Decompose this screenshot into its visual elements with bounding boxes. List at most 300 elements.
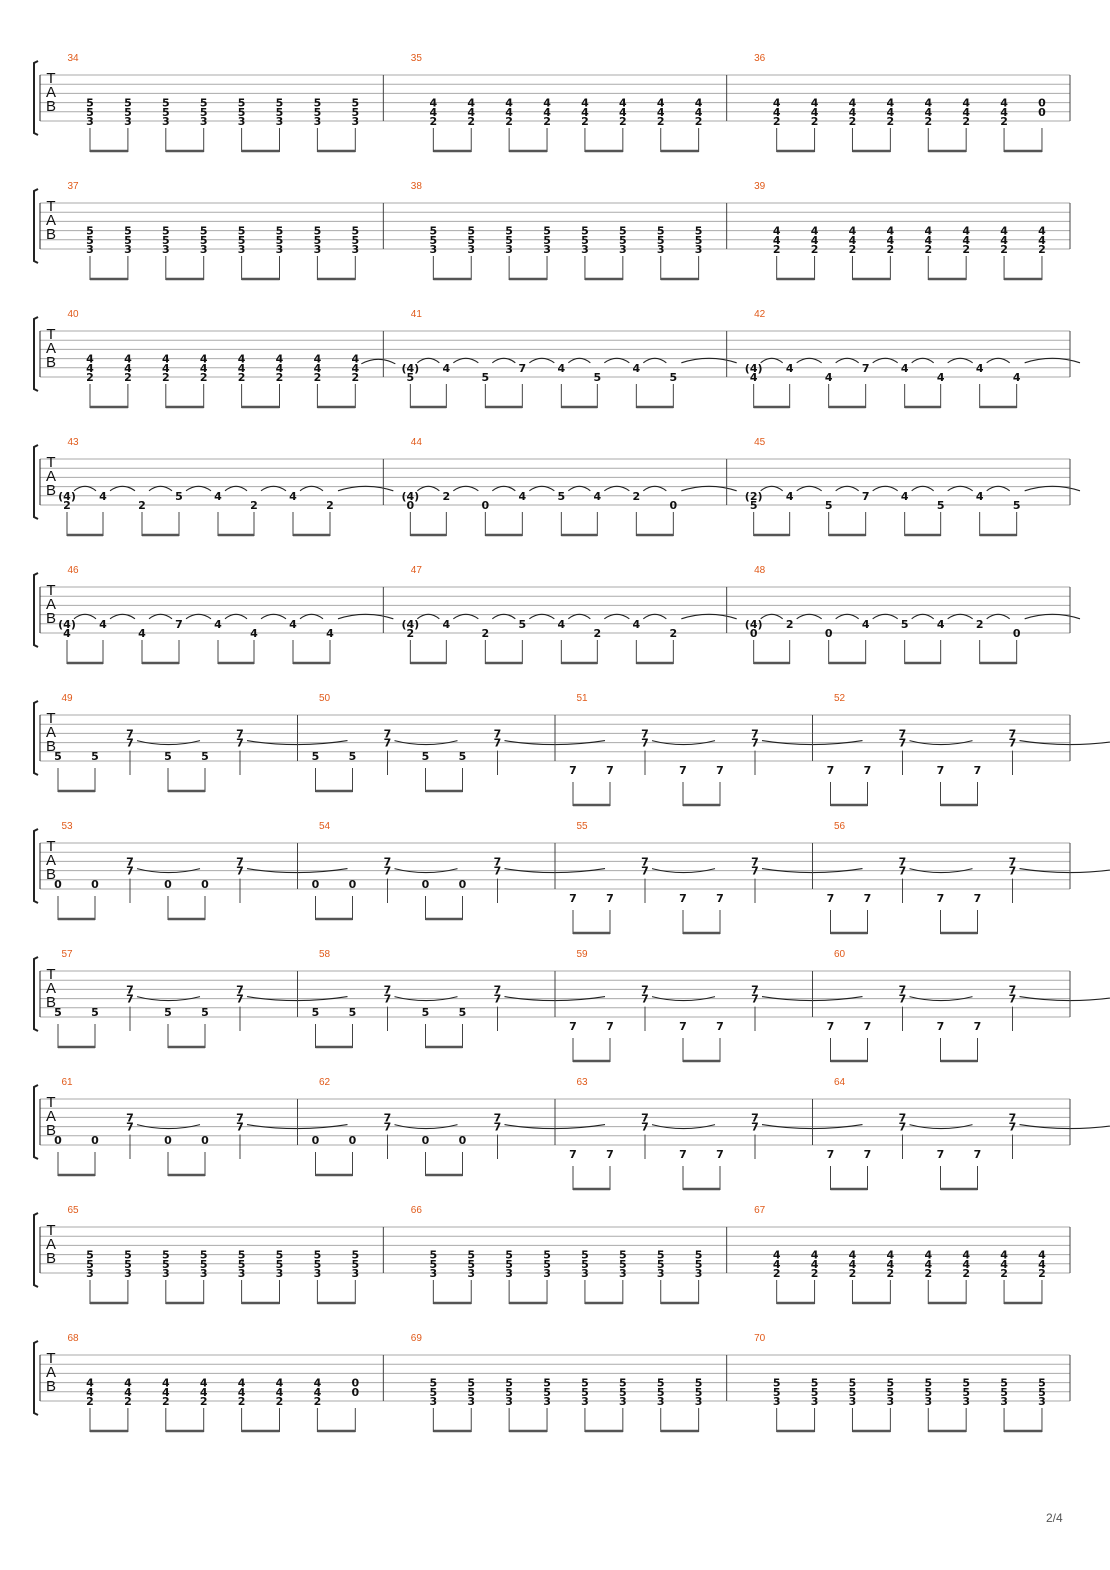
measure-number: 42 xyxy=(754,309,766,320)
fret-number: 7 xyxy=(973,764,982,777)
fret-number: 5 xyxy=(505,1376,513,1390)
fret-number: 7 xyxy=(716,1148,724,1161)
fret-number: 0 xyxy=(458,1134,467,1147)
measure-number: 58 xyxy=(318,949,331,960)
measure-number: 62 xyxy=(318,1077,331,1088)
fret-number: 3 xyxy=(543,1395,551,1408)
fret-number: 2 xyxy=(1038,1267,1046,1280)
fret-number: 5 xyxy=(772,1376,781,1390)
tab-clef-letter: A xyxy=(45,1108,57,1125)
fret-number: 7 xyxy=(898,1111,907,1125)
fret-number: 2 xyxy=(313,1395,322,1408)
measure-number: 38 xyxy=(410,181,422,192)
fret-number: 7 xyxy=(898,1120,907,1134)
fret-number: 5 xyxy=(467,1376,476,1390)
fret-number: (4) xyxy=(58,489,76,503)
fret-number: 4 xyxy=(214,617,222,631)
tab-clef-letter: B xyxy=(45,354,57,371)
fret-number: 5 xyxy=(237,96,246,110)
fret-number: 4 xyxy=(237,1376,246,1390)
tab-clef-letter: T xyxy=(46,1094,56,1111)
fret-number: 7 xyxy=(175,617,183,631)
fret-number: 2 xyxy=(138,499,146,512)
fret-number: 4 xyxy=(161,1376,170,1390)
tab-clef-letter: T xyxy=(46,966,56,983)
fret-number: 5 xyxy=(86,233,94,247)
fret-number: 5 xyxy=(694,233,703,247)
fret-number: 0 xyxy=(348,1134,357,1147)
fret-number: 5 xyxy=(694,1376,703,1390)
fret-number: 7 xyxy=(493,992,502,1006)
fret-number: 5 xyxy=(505,1385,513,1399)
measure-number: 65 xyxy=(67,1205,79,1216)
fret-number: 5 xyxy=(91,1006,99,1019)
fret-number: 0 xyxy=(91,1134,99,1147)
fret-number: 5 xyxy=(518,617,527,631)
tab-clef-letter: A xyxy=(45,340,57,357)
fret-number: 3 xyxy=(581,1395,589,1408)
fret-number: 5 xyxy=(275,233,284,247)
fret-number: 5 xyxy=(505,1257,513,1271)
fret-number: 4 xyxy=(962,105,970,119)
fret-number: 4 xyxy=(619,96,627,110)
tab-clef-letter: B xyxy=(45,610,57,627)
fret-number: 5 xyxy=(656,1257,665,1271)
fret-number: 4 xyxy=(749,371,758,384)
fret-number: 3 xyxy=(237,243,246,256)
tab-clef-letter: T xyxy=(46,1350,56,1367)
fret-number: 5 xyxy=(313,96,322,110)
fret-number: 2 xyxy=(848,1267,857,1280)
fret-number: 4 xyxy=(632,617,641,631)
tab-clef-letter: B xyxy=(45,994,57,1011)
fret-number: 7 xyxy=(679,1020,687,1033)
fret-number: 4 xyxy=(848,105,857,119)
fret-number: 3 xyxy=(313,115,322,128)
fret-number: 3 xyxy=(86,1267,94,1280)
fret-number: 5 xyxy=(962,1385,970,1399)
system-bracket xyxy=(34,829,38,903)
tab-clef-letter: A xyxy=(45,1364,57,1381)
fret-number: 2 xyxy=(962,1267,970,1280)
tab-clef-letter: A xyxy=(45,724,57,741)
fret-number: 4 xyxy=(810,1248,819,1262)
tab-clef-letter: B xyxy=(45,1250,57,1267)
fret-number: 2 xyxy=(785,617,794,631)
fret-number: 7 xyxy=(493,855,502,869)
fret-number: 5 xyxy=(458,750,467,763)
fret-number: 7 xyxy=(641,864,649,878)
fret-number: 7 xyxy=(898,864,907,878)
fret-number: 7 xyxy=(973,892,982,905)
fret-number: 4 xyxy=(1038,1248,1046,1262)
fret-number: 2 xyxy=(975,617,984,631)
measure-number: 67 xyxy=(754,1205,766,1216)
fret-number: 7 xyxy=(861,361,870,375)
fret-number: 0 xyxy=(1038,96,1046,110)
measure-number: 49 xyxy=(61,693,73,704)
fret-number: 5 xyxy=(1000,1385,1008,1399)
fret-number: 4 xyxy=(924,105,933,119)
system-bracket xyxy=(34,317,38,391)
fret-number: 5 xyxy=(351,224,360,238)
measure-number: 68 xyxy=(67,1333,79,1344)
fret-number: 5 xyxy=(348,1006,357,1019)
fret-number: 7 xyxy=(1008,1120,1017,1134)
fret-number: 4 xyxy=(656,96,665,110)
fret-number: 7 xyxy=(826,764,835,777)
fret-number: 4 xyxy=(124,1385,132,1399)
fret-number: 5 xyxy=(936,499,945,512)
fret-number: 5 xyxy=(1012,499,1021,512)
fret-number: 4 xyxy=(924,96,933,110)
fret-number: 5 xyxy=(505,224,513,238)
fret-number: 2 xyxy=(505,115,513,128)
fret-number: 5 xyxy=(313,233,322,247)
fret-number: 7 xyxy=(936,764,945,777)
tab-system xyxy=(34,181,1070,280)
fret-number: 7 xyxy=(679,1148,687,1161)
fret-number: 7 xyxy=(606,764,614,777)
fret-number: 5 xyxy=(429,1248,438,1262)
fret-number: 3 xyxy=(313,1267,322,1280)
fret-number: 4 xyxy=(124,361,132,375)
fret-number: 3 xyxy=(161,1267,170,1280)
fret-number: 5 xyxy=(201,750,209,763)
fret-number: 7 xyxy=(1008,864,1017,878)
fret-number: 5 xyxy=(543,1385,551,1399)
fret-number: (4) xyxy=(401,361,420,375)
fret-number: 7 xyxy=(606,892,614,905)
fret-number: 4 xyxy=(924,1257,933,1271)
fret-number: 7 xyxy=(1008,855,1017,869)
fret-number: 5 xyxy=(311,750,320,763)
fret-number: 5 xyxy=(656,1376,665,1390)
fret-number: 7 xyxy=(679,764,687,777)
fret-number: 4 xyxy=(975,361,984,375)
fret-number: 2 xyxy=(275,371,284,384)
tab-clef-letter: B xyxy=(45,738,57,755)
fret-number: 4 xyxy=(313,361,322,375)
fret-number: 3 xyxy=(581,243,589,256)
fret-number: 5 xyxy=(54,750,62,763)
tab-clef-letter: B xyxy=(45,1378,57,1395)
fret-number: 2 xyxy=(161,371,170,384)
fret-number: 4 xyxy=(99,489,107,503)
fret-number: 7 xyxy=(236,1120,244,1134)
fret-number: 2 xyxy=(581,115,589,128)
fret-number: 5 xyxy=(543,233,551,247)
fret-number: 5 xyxy=(275,105,284,119)
fret-number: 5 xyxy=(581,1376,589,1390)
fret-number: 3 xyxy=(962,1395,970,1408)
fret-number: 3 xyxy=(124,243,132,256)
fret-number: 4 xyxy=(861,617,870,631)
fret-number: 2 xyxy=(1000,115,1008,128)
system-bracket xyxy=(34,189,38,263)
fret-number: 0 xyxy=(458,878,467,891)
fret-number: 5 xyxy=(237,105,246,119)
fret-number: 3 xyxy=(619,1267,627,1280)
fret-number: 7 xyxy=(236,983,244,997)
tab-clef-letter: A xyxy=(45,852,57,869)
fret-number: 7 xyxy=(898,992,907,1006)
fret-number: 7 xyxy=(826,892,835,905)
system-bracket xyxy=(34,1213,38,1287)
tab-system xyxy=(34,309,1080,408)
tab-system xyxy=(34,565,1080,664)
fret-number: 7 xyxy=(606,1148,614,1161)
fret-number: 5 xyxy=(557,489,566,503)
fret-number: 4 xyxy=(824,371,833,384)
measure-number: 34 xyxy=(67,53,79,64)
fret-number: 4 xyxy=(99,617,107,631)
fret-number: 4 xyxy=(632,361,641,375)
system-bracket xyxy=(34,61,38,135)
fret-number: 0 xyxy=(201,1134,209,1147)
fret-number: 7 xyxy=(383,1120,392,1134)
fret-number: 7 xyxy=(236,992,244,1006)
fret-number: 4 xyxy=(772,96,781,110)
tab-system xyxy=(34,949,1110,1062)
fret-number: 5 xyxy=(406,371,415,384)
fret-number: 7 xyxy=(493,727,502,741)
fret-number: 4 xyxy=(848,96,857,110)
fret-number: 4 xyxy=(936,371,945,384)
fret-number: 4 xyxy=(63,627,71,640)
fret-number: 7 xyxy=(126,864,134,878)
fret-number: 4 xyxy=(772,233,781,247)
fret-number: 2 xyxy=(326,499,334,512)
fret-number: 4 xyxy=(772,224,781,238)
fret-number: 4 xyxy=(962,1257,970,1271)
fret-number: 5 xyxy=(619,233,627,247)
fret-number: 7 xyxy=(383,864,392,878)
fret-number: 2 xyxy=(442,489,451,503)
fret-number: 2 xyxy=(467,115,476,128)
fret-number: 3 xyxy=(656,1267,665,1280)
fret-number: 5 xyxy=(619,1257,627,1271)
fret-number: 4 xyxy=(86,352,94,366)
system-bracket xyxy=(34,1341,38,1415)
fret-number: 5 xyxy=(467,1248,476,1262)
fret-number: 2 xyxy=(810,1267,819,1280)
fret-number: 3 xyxy=(161,243,170,256)
measure-number: 66 xyxy=(410,1205,422,1216)
fret-number: 7 xyxy=(936,892,945,905)
fret-number: 7 xyxy=(518,361,527,375)
fret-number: 4 xyxy=(505,105,513,119)
fret-number: (4) xyxy=(744,361,763,375)
fret-number: 5 xyxy=(351,233,360,247)
fret-number: 4 xyxy=(1000,1257,1008,1271)
fret-number: 4 xyxy=(810,96,819,110)
fret-number: 7 xyxy=(383,855,392,869)
tab-system xyxy=(34,821,1110,934)
fret-number: 7 xyxy=(383,727,392,741)
measure-number: 64 xyxy=(833,1077,846,1088)
fret-number: 4 xyxy=(289,489,297,503)
fret-number: 2 xyxy=(124,1395,132,1408)
fret-number: 4 xyxy=(1038,1257,1046,1271)
fret-number: 7 xyxy=(383,1111,392,1125)
fret-number: 2 xyxy=(848,115,857,128)
fret-number: 7 xyxy=(1008,992,1017,1006)
tab-clef-letter: T xyxy=(46,70,56,87)
fret-number: 5 xyxy=(581,233,589,247)
fret-number: 5 xyxy=(619,224,627,238)
fret-number: 5 xyxy=(1038,1385,1046,1399)
fret-number: 4 xyxy=(900,489,909,503)
fret-number: 5 xyxy=(161,233,170,247)
fret-number: 7 xyxy=(641,1120,649,1134)
fret-number: 4 xyxy=(1000,224,1008,238)
fret-number: 5 xyxy=(199,105,208,119)
fret-number: 4 xyxy=(86,361,94,375)
system-bracket xyxy=(34,1085,38,1159)
fret-number: 5 xyxy=(924,1385,933,1399)
fret-number: 5 xyxy=(201,1006,209,1019)
fret-number: 7 xyxy=(973,1148,982,1161)
fret-number: 4 xyxy=(138,627,146,640)
fret-number: 4 xyxy=(848,224,857,238)
fret-number: 4 xyxy=(848,1257,857,1271)
measure-number: 60 xyxy=(833,949,846,960)
measure-number: 45 xyxy=(754,437,766,448)
fret-number: 0 xyxy=(91,878,99,891)
fret-number: 5 xyxy=(164,750,172,763)
fret-number: 0 xyxy=(201,878,209,891)
fret-number: 2 xyxy=(694,115,703,128)
fret-number: 3 xyxy=(467,1267,476,1280)
fret-number: 4 xyxy=(199,361,208,375)
fret-number: 4 xyxy=(962,233,970,247)
fret-number: 5 xyxy=(749,499,758,512)
fret-number: 2 xyxy=(406,627,415,640)
fret-number: 3 xyxy=(275,115,284,128)
fret-number: 5 xyxy=(467,224,476,238)
fret-number: 5 xyxy=(124,1257,132,1271)
fret-number: 5 xyxy=(124,96,132,110)
fret-number: 7 xyxy=(236,736,244,750)
fret-number: 4 xyxy=(351,361,360,375)
fret-number: 7 xyxy=(383,992,392,1006)
fret-number: 7 xyxy=(1008,736,1017,750)
fret-number: 3 xyxy=(161,115,170,128)
fret-number: 3 xyxy=(429,243,438,256)
fret-number: 7 xyxy=(493,864,502,878)
fret-number: 5 xyxy=(467,1385,476,1399)
fret-number: 7 xyxy=(751,1120,759,1134)
fret-number: 7 xyxy=(126,1120,134,1134)
fret-number: 5 xyxy=(848,1376,857,1390)
fret-number: 5 xyxy=(86,1257,94,1271)
measure-number: 51 xyxy=(576,693,588,704)
fret-number: 4 xyxy=(772,1248,781,1262)
fret-number: 7 xyxy=(126,992,134,1006)
fret-number: 5 xyxy=(351,105,360,119)
fret-number: 2 xyxy=(429,115,438,128)
fret-number: 5 xyxy=(124,105,132,119)
fret-number: 0 xyxy=(348,878,357,891)
fret-number: 7 xyxy=(679,892,687,905)
fret-number: 0 xyxy=(824,627,833,640)
fret-number: 5 xyxy=(161,1257,170,1271)
fret-number: 4 xyxy=(313,1385,322,1399)
fret-number: 4 xyxy=(886,96,895,110)
fret-number: 4 xyxy=(1000,105,1008,119)
fret-number: 7 xyxy=(236,1111,244,1125)
fret-number: 5 xyxy=(86,105,94,119)
fret-number: 5 xyxy=(886,1385,895,1399)
fret-number: 5 xyxy=(772,1385,781,1399)
measure-number: 57 xyxy=(61,949,73,960)
fret-number: 4 xyxy=(313,1376,322,1390)
fret-number: 5 xyxy=(275,224,284,238)
fret-number: 7 xyxy=(641,1111,649,1125)
fret-number: 7 xyxy=(126,727,134,741)
fret-number: 5 xyxy=(86,1248,94,1262)
fret-number: 5 xyxy=(124,1248,132,1262)
fret-number: (2) xyxy=(744,489,763,503)
fret-number: 5 xyxy=(543,1257,551,1271)
fret-number: 3 xyxy=(505,1395,513,1408)
fret-number: 2 xyxy=(250,499,258,512)
fret-number: 7 xyxy=(1008,727,1017,741)
fret-number: 4 xyxy=(313,352,322,366)
measure-number: 39 xyxy=(754,181,766,192)
fret-number: 5 xyxy=(694,1385,703,1399)
measure-number: 40 xyxy=(67,309,79,320)
fret-number: 5 xyxy=(313,224,322,238)
fret-number: 7 xyxy=(569,1148,577,1161)
fret-number: 5 xyxy=(351,1248,360,1262)
fret-number: 7 xyxy=(716,764,724,777)
fret-number: 3 xyxy=(1038,1395,1046,1408)
fret-number: 3 xyxy=(467,243,476,256)
tab-system xyxy=(34,53,1070,152)
fret-number: 5 xyxy=(581,1385,589,1399)
fret-number: 4 xyxy=(124,1376,132,1390)
fret-number: 4 xyxy=(886,233,895,247)
fret-number: 3 xyxy=(1000,1395,1008,1408)
fret-number: 5 xyxy=(86,96,94,110)
fret-number: 2 xyxy=(619,115,627,128)
fret-number: 7 xyxy=(641,736,649,750)
fret-number: 3 xyxy=(86,243,94,256)
fret-number: 2 xyxy=(86,1395,94,1408)
fret-number: 4 xyxy=(848,1248,857,1262)
fret-number: 4 xyxy=(619,105,627,119)
fret-number: 4 xyxy=(962,96,970,110)
fret-number: 5 xyxy=(1038,1376,1046,1390)
fret-number: 7 xyxy=(236,855,244,869)
fret-number: 5 xyxy=(199,1248,208,1262)
fret-number: 5 xyxy=(199,96,208,110)
fret-number: 2 xyxy=(962,243,970,256)
fret-number: 2 xyxy=(161,1395,170,1408)
fret-number: 4 xyxy=(1000,1248,1008,1262)
fret-number: 2 xyxy=(481,627,490,640)
fret-number: 5 xyxy=(161,96,170,110)
fret-number: 5 xyxy=(311,1006,320,1019)
tab-clef-letter: T xyxy=(46,454,56,471)
fret-number: 4 xyxy=(581,96,589,110)
fret-number: 7 xyxy=(606,1020,614,1033)
fret-number: 5 xyxy=(175,489,183,503)
fret-number: 2 xyxy=(1000,1267,1008,1280)
fret-number: 4 xyxy=(467,96,476,110)
